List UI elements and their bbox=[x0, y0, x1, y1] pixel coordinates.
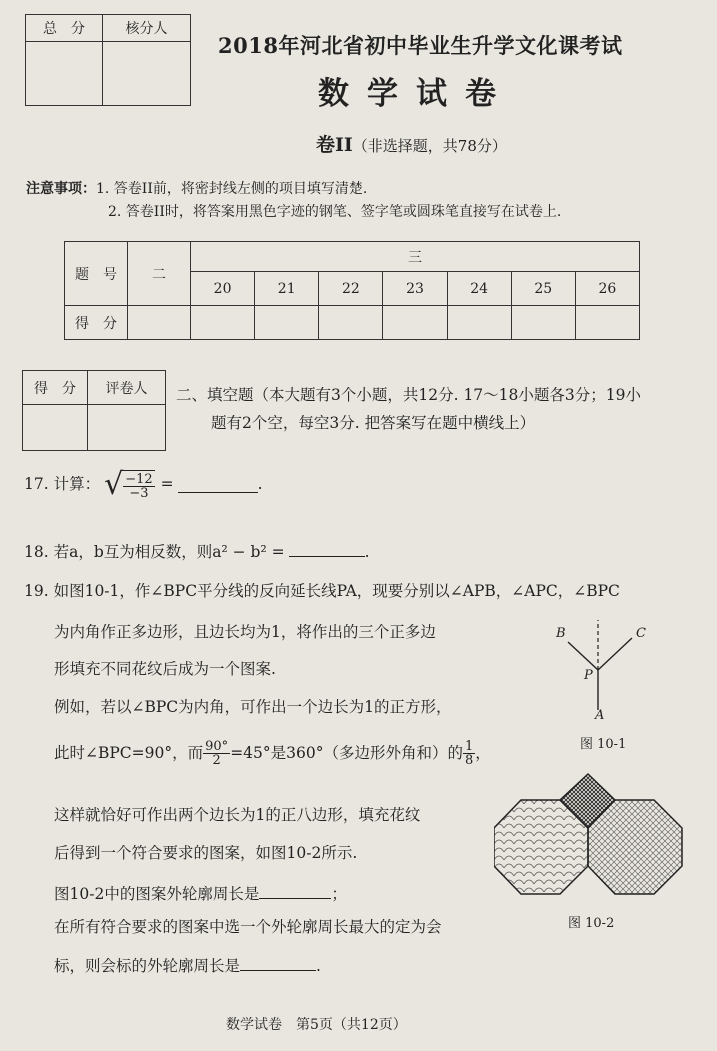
fig1-label-c: C bbox=[636, 626, 646, 641]
notes-label: 注意事项： bbox=[26, 181, 96, 197]
grader-cell[interactable] bbox=[88, 405, 166, 451]
q17-fraction bbox=[123, 470, 154, 500]
score-cell[interactable] bbox=[511, 306, 575, 340]
total-score-label: 总 分 bbox=[26, 15, 103, 42]
total-score-box bbox=[25, 14, 191, 106]
q-num: 22 bbox=[319, 272, 383, 306]
score-cell[interactable] bbox=[447, 306, 511, 340]
volume-title: 卷II bbox=[316, 134, 353, 156]
row-label-question: 题 号 bbox=[65, 242, 128, 306]
q-num: 25 bbox=[511, 272, 575, 306]
col-three: 三 bbox=[191, 242, 640, 272]
section-score-box bbox=[22, 370, 166, 451]
q19-frac-1 bbox=[203, 740, 230, 767]
fig1-label-b: B bbox=[556, 626, 566, 641]
q19-line4: 例如，若以∠BPC为内角，可作出一个边长为1的正方形， bbox=[54, 698, 452, 716]
q-num: 26 bbox=[575, 272, 639, 306]
q19-line5-c: ， bbox=[475, 743, 491, 762]
q17-equals: = bbox=[160, 475, 174, 494]
notes-item1: 1. 答卷II前，将密封线左侧的项目填写清楚. bbox=[96, 181, 368, 197]
subject-title: 数学试卷 bbox=[318, 76, 514, 112]
fig1-label-a: A bbox=[595, 708, 605, 723]
q17-prefix: 17. 计算： bbox=[24, 475, 101, 494]
volume-subtitle: （非选择题，共78分） bbox=[352, 137, 507, 155]
q18-end: . bbox=[364, 543, 370, 561]
ray-pb bbox=[568, 642, 598, 670]
q19-line7: 后得到一个符合要求的图案，如图10-2所示. bbox=[54, 844, 358, 862]
notes-line1 bbox=[26, 178, 367, 198]
score-cell[interactable] bbox=[255, 306, 319, 340]
q17-answer-blank[interactable] bbox=[178, 478, 258, 493]
q19-frac-1-den: 2 bbox=[212, 753, 221, 768]
total-score-cell[interactable] bbox=[26, 42, 103, 106]
q19-line5-b: =45°是360°（多边形外角和）的 bbox=[230, 743, 463, 762]
q19-line8 bbox=[54, 884, 347, 903]
q19-line2: 为内角作正多边形，且边长均为1，将作出的三个正多边 bbox=[54, 623, 436, 641]
q19-answer-blank-2[interactable] bbox=[240, 956, 316, 971]
q19-line5 bbox=[54, 740, 491, 767]
fig1-caption: 图 10-1 bbox=[580, 737, 627, 752]
q-num: 23 bbox=[383, 272, 447, 306]
q19-line5-a: 此时∠BPC=90°，而 bbox=[54, 743, 204, 762]
q19-line8-text: 图10-2中的图案外轮廓周长是 bbox=[54, 885, 260, 903]
fig1-label-p: P bbox=[584, 668, 593, 683]
checker-cell[interactable] bbox=[103, 42, 191, 106]
q-num: 21 bbox=[255, 272, 319, 306]
question-17 bbox=[24, 467, 263, 502]
score-table bbox=[64, 241, 640, 340]
section-score-cell[interactable] bbox=[23, 405, 88, 451]
fig2-caption: 图 10-2 bbox=[568, 916, 615, 931]
score-cell[interactable] bbox=[128, 306, 191, 340]
question-18 bbox=[24, 542, 370, 561]
q18-answer-blank[interactable] bbox=[289, 542, 365, 557]
q19-line10-end: . bbox=[316, 957, 321, 975]
score-cell[interactable] bbox=[383, 306, 447, 340]
col-two: 二 bbox=[128, 242, 191, 306]
q18-prefix: 18. 若a，b互为相反数，则a² − b² = bbox=[24, 543, 285, 561]
q17-sqrt bbox=[104, 467, 155, 502]
q17-end: . bbox=[257, 475, 263, 494]
q19-frac-2 bbox=[463, 740, 475, 767]
q19-line9: 在所有符合要求的图案中选一个外轮廓周长最大的定为会 bbox=[54, 918, 442, 936]
row-label-score: 得 分 bbox=[65, 306, 128, 340]
q19-frac-2-num: 1 bbox=[464, 739, 474, 754]
section-score-label: 得 分 bbox=[23, 371, 88, 405]
checker-label: 核分人 bbox=[103, 15, 191, 42]
score-cell[interactable] bbox=[575, 306, 639, 340]
score-cell[interactable] bbox=[319, 306, 383, 340]
q-num: 24 bbox=[447, 272, 511, 306]
q-num: 20 bbox=[191, 272, 255, 306]
page-footer: 数学试卷 第5页（共12页） bbox=[226, 1017, 407, 1033]
q19-frac-2-den: 8 bbox=[464, 753, 474, 768]
sqrt-sign-icon: √ bbox=[104, 467, 124, 502]
q19-line10 bbox=[54, 956, 321, 975]
score-cell[interactable] bbox=[191, 306, 255, 340]
q19-line1: 19. 如图10-1，作∠BPC平分线的反向延长线PA，现要分别以∠APB，∠APC，∠BPC bbox=[24, 582, 620, 600]
exam-title: 2018年河北省初中毕业生升学文化课考试 bbox=[218, 33, 623, 58]
q17-numerator: −12 bbox=[125, 472, 153, 487]
q19-line3: 形填充不同花纹后成为一个图案. bbox=[54, 660, 276, 678]
volume-title-line bbox=[316, 130, 507, 157]
notes-item2: 2. 答卷II时，将答案用黑色字迹的钢笔、签字笔或圆珠笔直接写在试卷上. bbox=[108, 204, 562, 220]
q19-frac-1-num: 90° bbox=[205, 739, 229, 754]
ray-pc bbox=[598, 638, 632, 670]
grader-label: 评卷人 bbox=[88, 371, 166, 405]
q17-denominator: −3 bbox=[129, 486, 149, 501]
q19-line6: 这样就恰好可作出两个边长为1的正八边形，填充花纹 bbox=[54, 806, 421, 824]
section2-heading-line2: 题有2个空，每空3分. 把答案写在题中横线上） bbox=[211, 414, 536, 432]
q19-line8-end: ； bbox=[331, 885, 347, 903]
figure-10-2 bbox=[494, 772, 684, 904]
q19-line10-text: 标，则会标的外轮廓周长是 bbox=[54, 957, 241, 975]
figure-10-1 bbox=[548, 620, 668, 730]
q19-answer-blank-1[interactable] bbox=[259, 884, 331, 899]
section2-heading-line1: 二、填空题（本大题有3个小题，共12分. 17～18小题各3分；19小 bbox=[176, 386, 641, 404]
